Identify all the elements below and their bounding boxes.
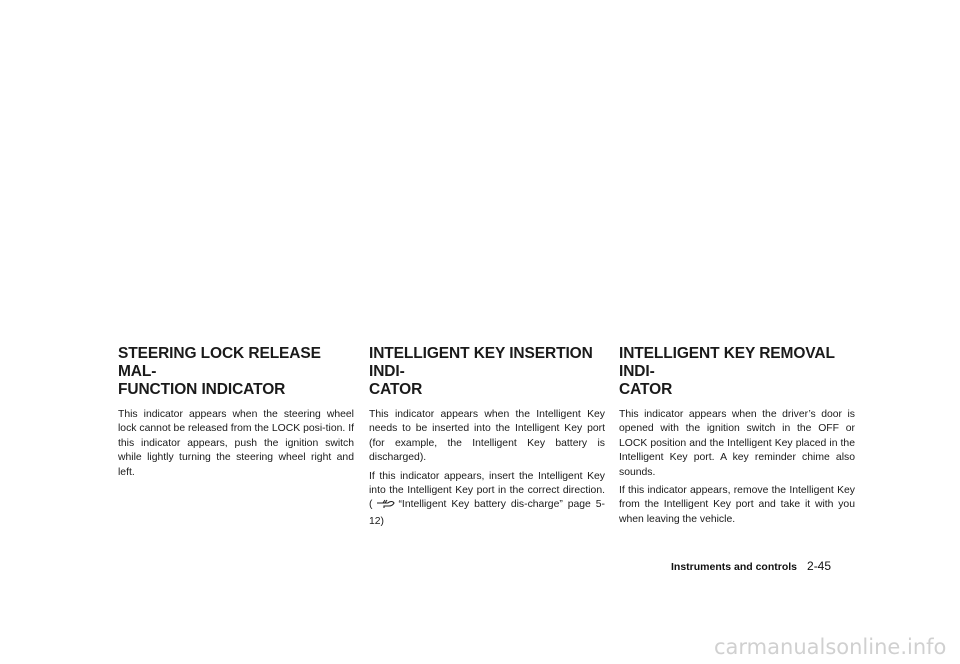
body-paragraph: This indicator appears when the driver’s door is opened with the ignition switch in the OFF or LOCK position and the Intelligent Key placed in the Intelligent Key port. A key reminder chime also sounds. [619, 409, 855, 478]
body-paragraph: If this indicator appears, remove the Intelligent Key from the Intelligent Key port and take it with you when leaving the vehicle. [619, 485, 855, 525]
page-number: 2-45 [807, 559, 832, 573]
section-steering-lock [118, 345, 354, 484]
body-paragraph: If this indicator appears, insert the Intelligent Key into the Intelligent Key port in the correct direction. ( “Intelligent Key battery dis-charge” page 5-12) [369, 470, 605, 527]
page-footer [671, 559, 851, 573]
footer-section-title: Instruments and controls [671, 561, 798, 573]
section-heading: STEERING LOCK RELEASE MAL- FUNCTION INDICATOR [118, 345, 321, 398]
section-heading: INTELLIGENT KEY INSERTION INDI- CATOR [369, 345, 593, 398]
section-key-insertion [369, 345, 605, 533]
cross-reference-link[interactable]: “Intelligent Key battery dis-charge” page 5-12) [369, 499, 605, 527]
section-key-removal [619, 345, 855, 531]
body-paragraph: This indicator appears when the steering wheel lock cannot be released from the LOCK posi-tion. If this indicator appears, push the ignition switch while lightly turning the steering wheel right and left. [118, 409, 354, 478]
body-paragraph: This indicator appears when the Intelligent Key needs to be inserted into the Intelligent Key port (for example, the Intelligent Key battery is discharged). [369, 409, 605, 464]
watermark: carmanualsonline.info [714, 635, 947, 659]
pointing-hand-icon [376, 498, 396, 514]
section-heading: INTELLIGENT KEY REMOVAL INDI- CATOR [619, 345, 835, 398]
